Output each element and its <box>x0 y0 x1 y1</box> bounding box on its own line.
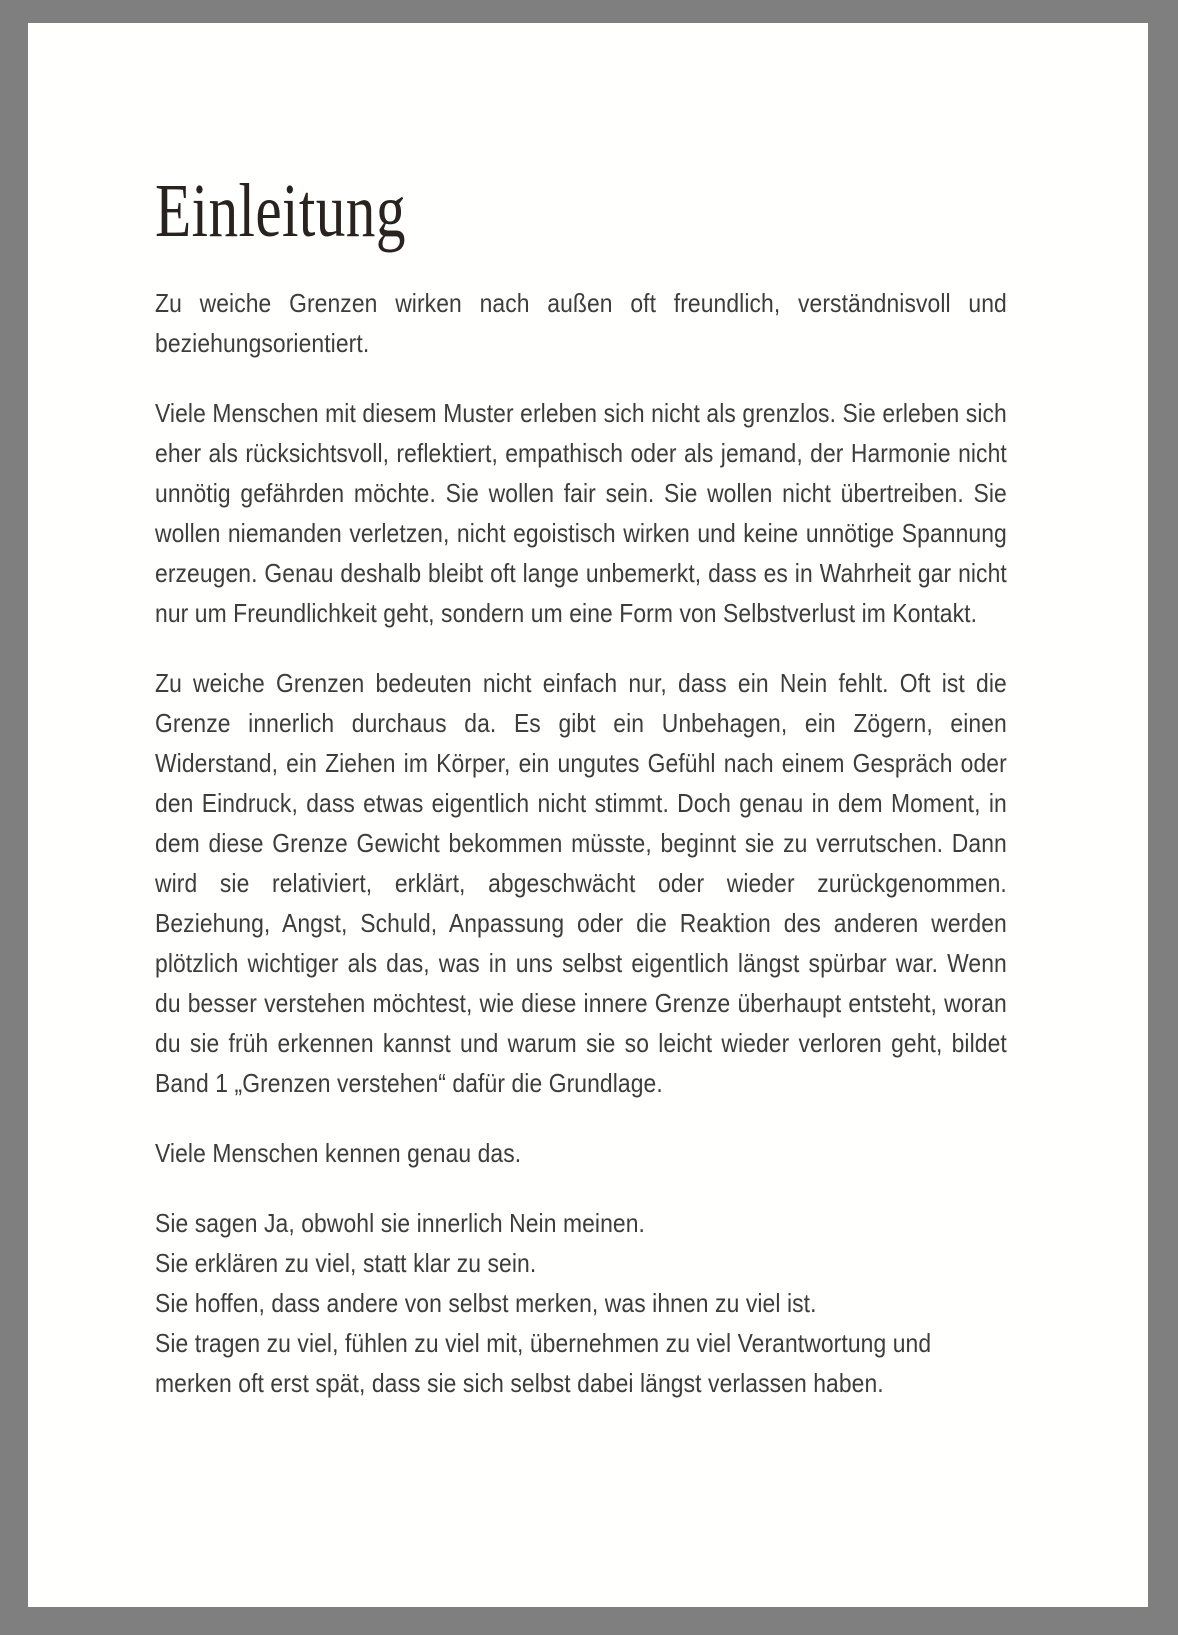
paragraph-grenze: Zu weiche Grenzen bedeuten nicht einfach nur, dass ein Nein fehlt. Oft ist die Grenze innerlich durchaus da. Es gibt ein Unbehagen, ein Zögern, einen Widerstand, ein Ziehen im Körper, ein ungutes Gefühl nach einem Gespräch oder den Eindruck, dass etwas eigentlich nicht stimmt. Doch genau in dem Moment, in dem diese Grenze Gewicht bekommen müsste, beginnt sie zu verrutschen. Dann wird sie relativiert, erklärt, abgeschwächt oder wieder zurückgenommen. Beziehung, Angst, Schuld, Anpassung oder die Reaktion des anderen werden plötzlich wichtiger als das, was in uns selbst eigentlich längst spürbar war. Wenn du besser verstehen möchtest, wie diese innere Grenze überhaupt entsteht, woran du sie früh erkennen kannst und warum sie so leicht wieder verloren geht, bildet Band 1 „Grenzen verstehen“ dafür die Grundlage. <box>155 668 1007 1098</box>
closing-line-tragen: Sie tragen zu viel, fühlen zu viel mit, übernehmen zu viel Verantwortung und merken oft erst spät, dass sie sich selbst dabei längst verlassen haben. <box>155 1328 932 1398</box>
closing-line-erklaeren: Sie erklären zu viel, statt klar zu sein. <box>155 1248 537 1278</box>
paragraph-intro: Zu weiche Grenzen wirken nach außen oft freundlich, verständnisvoll und beziehungsorientiert. <box>155 288 1007 358</box>
closing-line-hoffen: Sie hoffen, dass andere von selbst merken, was ihnen zu viel ist. <box>155 1288 817 1318</box>
closing-line-ja: Sie sagen Ja, obwohl sie innerlich Nein meinen. <box>155 1208 645 1238</box>
paragraph-muster: Viele Menschen mit diesem Muster erleben sich nicht als grenzlos. Sie erleben sich eher als rücksichtsvoll, reflektiert, empathisch oder als jemand, der Harmonie nicht unnötig gefährden möchte. Sie wollen fair sein. Sie wollen nicht übertreiben. Sie wollen niemanden verletzen, nicht egoistisch wirken und keine unnötige Spannung erzeugen. Genau deshalb bleibt oft lange unbemerkt, dass es in Wahrheit gar nicht nur um Freundlichkeit geht, sondern um eine Form von Selbstverlust im Kontakt. <box>155 398 1007 628</box>
closing-lines <box>155 1203 1007 1403</box>
body-text <box>155 283 1007 1403</box>
paragraph-kennen: Viele Menschen kennen genau das. <box>155 1138 522 1168</box>
document-page <box>28 23 1148 1607</box>
chapter-title: Einleitung <box>155 169 406 253</box>
